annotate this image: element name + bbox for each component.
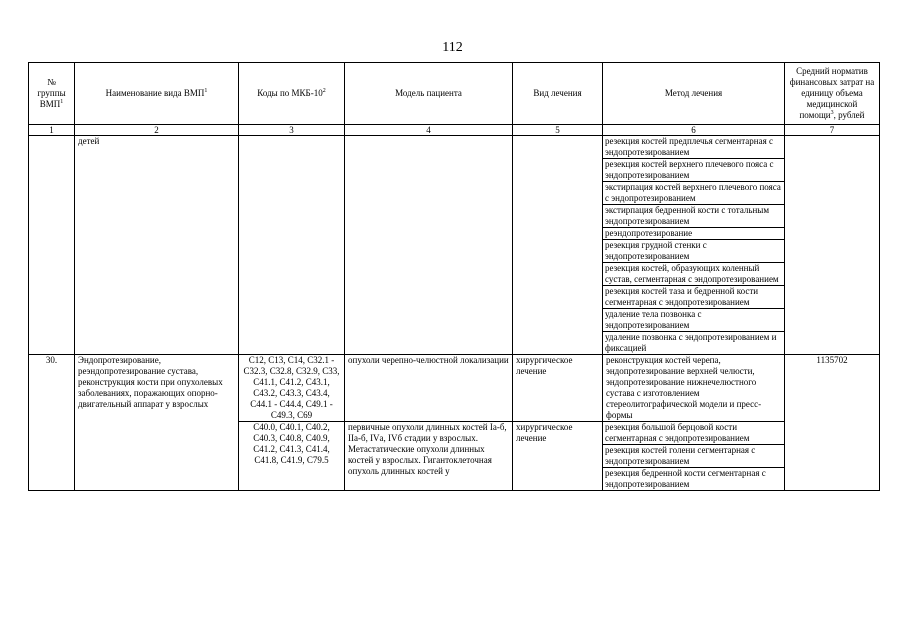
vmp-name-cell: детей [75,136,239,355]
header-icd-codes: Коды по МКБ-$10^2$ [239,63,345,125]
treatment-method-item: реэндопротезирование [603,228,784,240]
header-treatment-type: Вид лечения [513,63,603,125]
treatment-type-cell: хирургическое лечение [513,355,603,422]
header-row [29,63,880,125]
treatment-method-item: удаление позвонка с эндопротезированием и фиксацией [605,332,777,353]
treatment-type-cell [513,136,603,355]
column-number: 5 [513,125,603,136]
column-number-row [29,125,880,136]
icd-codes-cell: C40.0, C40.1, C40.2, C40.3, C40.8, C40.9, C41.2, C41.3, C41.4, C41.8, C41.9, C79.5 [239,422,345,491]
treatment-method-item: экстирпация бедренной кости с тотальным эндопротезированием [603,205,784,228]
treatment-method-item: резекция костей верхнего плечевого пояса с эндопротезированием [603,159,784,182]
column-number: 1 [29,125,75,136]
treatment-method-item: резекция бедренной кости сегментарная с эндопротезированием [605,468,766,489]
table-row [29,136,880,355]
patient-model-cell [345,136,513,355]
column-number: 6 [603,125,785,136]
vmp-table [28,62,880,491]
patient-model-cell: опухоли черепно-челюстной локализации [345,355,513,422]
treatment-method-item: резекция костей предплечья сегментарная с эндопротезированием [603,136,784,159]
table-row [29,355,880,422]
header-cost: Средний норматив финансовых затрат на единицу объема медицинской помощи$^3$, рублей [785,63,880,125]
cost-cell [785,136,880,355]
header-vmp-name: Наименование вида ВМП$^1$ [75,63,239,125]
treatment-method-item: удаление тела позвонка с эндопротезированием [603,309,784,332]
treatment-methods-cell [603,136,785,355]
column-number: 4 [345,125,513,136]
treatment-methods-cell [603,422,785,491]
cost-cell: 1135702 [785,355,880,491]
treatment-method-item: резекция костей таза и бедренной кости сегментарная с эндопротезированием [603,286,784,309]
icd-codes-cell: C12, C13, C14, C32.1 - C32.3, C32.8, C32.9, C33, C41.1, C41.2, C43.1, C43.2, C43.3, C43.4, C44.1 - C44.4, C49.1 - C49.3, C69 [239,355,345,422]
header-patient-model: Модель пациента [345,63,513,125]
treatment-method-item: резекция большой берцовой кости сегментарная с эндопротезированием [603,422,784,445]
treatment-method-item: резекция костей голени сегментарная с эндопротезированием [603,445,784,468]
treatment-type-cell: хирургическое лечение [513,422,603,491]
page-number: 112 [442,40,463,55]
treatment-method-item: резекция костей, образующих коленный сустав, сегментарная с эндопротезированием [603,263,784,286]
column-number: 3 [239,125,345,136]
treatment-method-cell: реконструкция костей черепа, эндопротезирование верхней челюсти, эндопротезирование нижнечелюстного сустава с изготовлением стереолитографической модели и пресс-формы [603,355,785,422]
treatment-method-item: экстирпация костей верхнего плечевого пояса с эндопротезированием [603,182,784,205]
group-number-cell [29,136,75,355]
treatment-method-item: резекция грудной стенки с эндопротезированием [603,240,784,263]
header-treatment-method: Метод лечения [603,63,785,125]
icd-codes-cell [239,136,345,355]
vmp-name-cell: Эндопротезирование, реэндопротезирование сустава, реконструкция кости при опухолевых заболеваниях, поражающих опорно-двигательный аппарат у взрослых [75,355,239,491]
patient-model-cell: первичные опухоли длинных костей Iа-б, IIа-б, IVа, IVб стадии у взрослых. Метастатические опухоли длинных костей у взрослых. Гигантоклеточная опухоль длинных костей у [345,422,513,491]
column-number: 7 [785,125,880,136]
column-number: 2 [75,125,239,136]
header-group-number: № группы ВМП$^1$ [29,63,75,125]
group-number-cell: 30. [29,355,75,491]
